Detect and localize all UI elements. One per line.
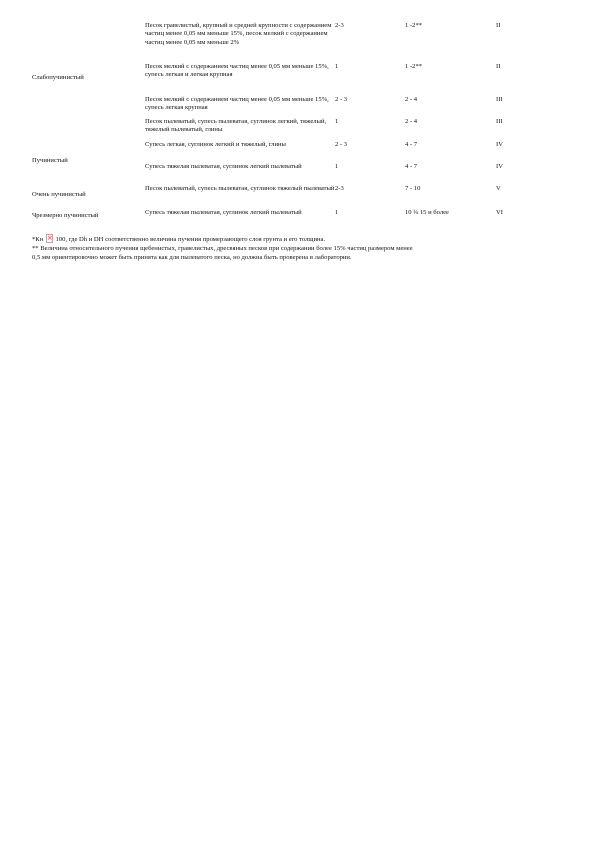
table-row-5-description: Супесь легкая, суглинок легкий и тяжелый, глины [145,141,286,148]
table-row-1-col4: II [496,22,501,29]
table-row-7-col4: V [496,185,501,192]
group-label-extreme: Чрезмерно пучинистый [32,212,99,219]
table-row-8-col4: VI [496,209,503,216]
table-row-4-description: Песок пылеватый, супесь пылеватая, суглинок легкий, тяжелый, тяжелый пылеватый, глины [145,118,327,134]
table-row-1-col2: 2-3 [335,22,344,29]
footnote-2-line-2: 0,5 мм ориентировочно может быть принята как для пылеватого песка, но должна быть проверена в лаборатории. [32,254,352,261]
table-row-6-col4: IV [496,163,503,170]
table-row-8-col2: 1 [335,209,339,216]
table-row-6-col2: 1 [335,163,339,170]
table-row-3-col2: 2 - 3 [335,96,348,103]
table-row-1-description: Песок гравелистый, крупный и средней крупности с содержанием частиц менее 0,05 мм меньше 15%, песок мелкий с содержанием частиц менее 0,05 мм меньше 2% [145,22,332,46]
table-row-5-col2: 2 - 3 [335,141,348,148]
footnote-1-text: 100, где Dh и DH соответственно величина пучения промерзающего слоя грунта и его толщина. [55,236,326,243]
table-row-7-col3: 7 - 10 [405,185,421,192]
table-row-8-description: Супесь тяжелая пылеватая, суглинок легкий пылеватый [145,209,302,216]
group-label-weak: Слабопучинистый [32,74,84,81]
broken-image-icon [46,234,53,243]
table-row-6-col3: 4 - 7 [405,163,418,170]
table-row-2-col3: 1 -2** [405,63,423,70]
table-row-2-description: Песок мелкий с содержанием частиц менее 0,05 мм меньше 15%, супесь легкая и легкая крупная [145,63,329,79]
table-row-1-col3: 1 -2** [405,22,423,29]
footnote-1 [32,234,325,244]
table-row-3-description: Песок мелкий с содержанием частиц менее 0,05 мм меньше 15%, супесь легкая крупная [145,96,329,112]
footnote-2-line-1: ** Величина относительного пучения щебенистых, гравелистых, дресвяных песков при содержании более 15% частиц размером менее [32,245,413,252]
table-row-6-description: Супесь тяжелая пылеватая, суглинок легкий пылеватый [145,163,302,170]
table-row-3-col4: III [496,96,503,103]
table-row-4-col2: 1 [335,118,339,125]
table-row-8-col3: 10 ¾ 15 и более [405,209,449,216]
group-label-medium: Пучинистый [32,157,68,164]
table-row-4-col4: III [496,118,503,125]
table-row-7-col2: 2-3 [335,185,344,192]
table-row-7-description: Песок пылеватый, супесь пылеватая, суглинок тяжелый пылеватый [145,185,335,192]
table-row-3-col3: 2 - 4 [405,96,418,103]
table-row-2-col4: II [496,63,501,70]
group-label-strong: Очень пучинистый [32,191,86,198]
footnote-1-prefix: *Кн [32,236,44,243]
table-row-5-col3: 4 - 7 [405,141,418,148]
table-row-5-col4: IV [496,141,503,148]
table-row-2-col2: 1 [335,63,339,70]
table-row-4-col3: 2 - 4 [405,118,418,125]
